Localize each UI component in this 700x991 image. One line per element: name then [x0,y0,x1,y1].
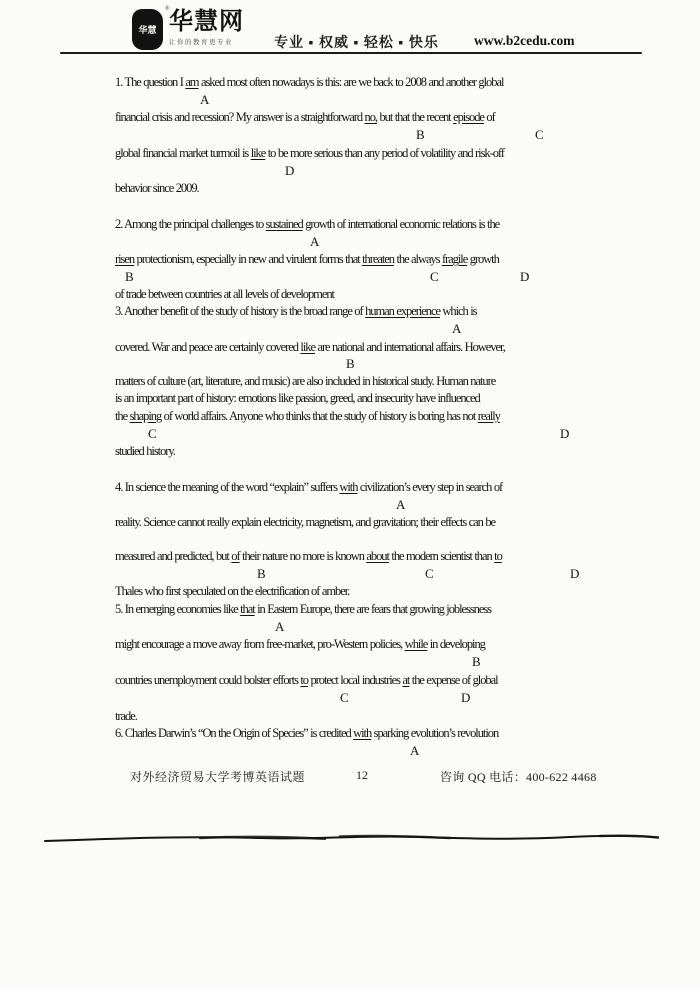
option-letter: B [257,566,266,581]
text-segment: 1. The question I [115,75,186,89]
underlined-word: risen [115,252,135,266]
option-letter: B [472,654,481,669]
option-letter: D [570,566,580,581]
text-line [115,584,349,600]
underlined-word: episode [453,110,484,124]
text-line [115,287,334,303]
underlined-word: with [353,726,372,740]
text-line [115,409,500,425]
option-letter-row [0,691,700,706]
option-letter-row [0,357,700,372]
option-letter: A [452,321,462,336]
text-segment: which is [439,304,477,318]
text-segment: but that the recent [376,110,454,124]
text-line [115,637,485,653]
text-segment: the [115,409,130,423]
footer-exam-title: 对外经济贸易大学考博英语试题 [130,770,306,784]
option-letter: D [461,690,471,705]
text-segment: of world affairs. Anyone who thinks that the study of history is boring has not [161,409,478,423]
underlined-word: about [366,549,389,563]
option-letter-row [0,655,700,670]
option-letter-row [0,620,700,635]
text-line [115,391,480,407]
text-segment: of [483,110,495,124]
text-segment: behavior since 2009. [115,181,199,195]
option-letter: A [396,497,406,512]
option-letter: A [410,743,420,758]
underlined-word: of [231,549,240,563]
text-segment: the always [393,252,442,266]
option-letter-row [0,322,700,337]
text-segment: 6. Charles Darwin’s “On the Origin of Species” is credited [115,726,354,740]
option-letter: D [520,269,530,284]
text-line [115,217,499,233]
underlined-word: that [240,602,255,616]
option-letter: B [416,127,425,142]
text-line [115,673,498,689]
text-segment: 2. Among the principal challenges to [115,217,266,231]
text-segment: 4. In science the meaning of the word “explain” suffers [115,480,340,494]
text-segment: to be more serious than any period of volatility and risk-off [265,146,504,160]
underlined-word: fragile [441,252,468,266]
logo-tagline: 让你的教育更专业 [169,39,233,46]
option-letter: A [275,619,285,634]
page-footer [0,768,700,786]
text-segment: Thales who first speculated on the electrification of amber. [115,584,350,598]
option-letter: A [310,234,320,249]
text-segment: trade. [115,709,137,723]
option-letter-row [0,128,700,143]
underlined-word: at [402,673,410,687]
option-letter: D [285,163,295,178]
text-segment: the modern scientist than [388,549,495,563]
text-line [115,374,495,390]
option-letter-row [0,270,700,285]
scan-edge-artifact [40,830,665,850]
footer-contact-info: 咨询 QQ 电话：400-622 4468 [440,770,597,784]
text-segment: asked most often nowadays is this: are we back to 2008 and another global [198,75,504,89]
text-segment: of trade between countries at all levels of development [115,287,334,301]
header-website-url: www.b2cedu.com [474,33,575,48]
option-letter: A [200,92,210,107]
text-line [115,181,199,197]
underlined-word: like [250,146,266,160]
option-letter-row [0,164,700,179]
option-letter-row [0,235,700,250]
underlined-word: like [300,340,315,354]
text-line [115,110,495,126]
text-segment: reality. Science cannot really explain electricity, magnetism, and gravitation; their effects can be [115,515,496,529]
underlined-word: with [339,480,358,494]
text-segment: their nature no more is known [239,549,367,563]
text-line [115,340,505,356]
option-letter-row [0,427,700,442]
option-letter: C [148,426,157,441]
option-letter: B [346,356,355,371]
option-letter: C [535,127,544,142]
logo-seal-text: 华慧 [138,24,157,35]
text-segment: studied history. [115,444,175,458]
text-line [115,515,495,531]
underlined-word: no, [364,110,377,124]
text-line [115,480,502,496]
text-segment: sparking evolution’s revolution [371,726,499,740]
underlined-word: threaten [362,252,394,266]
text-segment: in developing [427,637,485,651]
text-line [115,304,476,320]
option-letter: B [125,269,134,284]
text-line [115,726,498,742]
text-line [115,709,137,725]
text-segment: covered. War and peace are certainly covered [115,340,301,354]
text-segment: measured and predicted, but [115,549,232,563]
option-letter-row [0,498,700,513]
text-line [115,146,504,162]
option-letter-row [0,93,700,108]
option-letter: C [425,566,434,581]
underlined-word: shaping [129,409,162,423]
option-letter: C [430,269,439,284]
underlined-word: to [300,673,308,687]
text-line [115,75,503,91]
text-segment: 5. In emerging economies like [115,602,241,616]
text-segment: protectionism, especially in new and virulent forms that [134,252,363,266]
underlined-word: human experience [365,304,440,318]
text-segment: matters of culture (art, literature, and music) are also included in historical study. Human nature [115,374,496,388]
underlined-word: to [494,549,502,563]
option-letter-row [0,744,700,759]
text-segment: growth [467,252,499,266]
text-segment: the expense of global [409,673,498,687]
option-letter: D [560,426,570,441]
option-letter: C [340,690,349,705]
logo-name: 华慧网 [169,8,244,35]
text-segment: protect local industries [308,673,403,687]
text-segment: 3. Another benefit of the study of history is the broad range of [115,304,366,318]
text-segment: countries unemployment could bolster efforts [115,673,301,687]
option-letter-row [0,567,700,582]
text-segment: in Eastern Europe, there are fears that growing joblessness [254,602,491,616]
underlined-word: while [404,637,428,651]
registered-mark-icon: ® [165,6,170,12]
text-segment: might encourage a move away from free-market, pro-Western policies, [115,637,405,651]
text-segment: are national and international affairs. However, [314,340,505,354]
header-slogan: 专业 ▪ 权威 ▪ 轻松 ▪ 快乐 [274,36,439,51]
text-segment: growth of international economic relations is the [302,217,500,231]
underlined-word: really [477,409,500,423]
text-segment: global financial market turmoil is [115,146,251,160]
underlined-word: sustained [265,217,303,231]
footer-page-number: 12 [356,768,368,782]
text-line [115,602,491,618]
text-segment: is an important part of history: emotions like passion, greed, and insecurity have influenced [115,391,480,405]
text-segment: financial crisis and recession? My answer is a straightforward [115,110,365,124]
text-line [115,252,499,268]
text-line [115,444,175,460]
text-line [115,549,502,565]
text-segment: civilization’s every step in search of [357,480,503,494]
underlined-word: am [185,75,199,89]
